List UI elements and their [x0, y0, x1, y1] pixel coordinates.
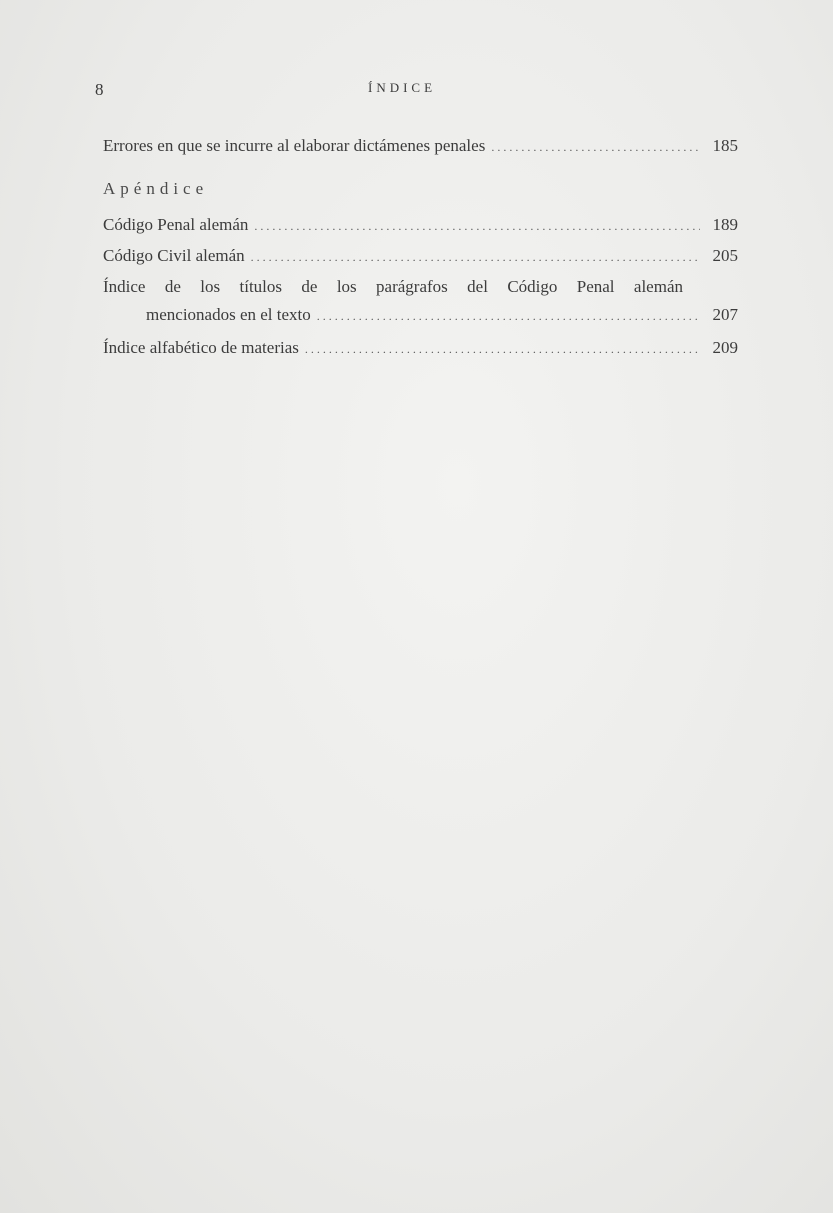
running-head: ÍNDICE [368, 80, 437, 95]
toc-entry-title: Código Penal alemán [103, 215, 249, 234]
toc-entry-title: Errores en que se incurre al elaborar dictámenes penales [103, 136, 486, 155]
leader-dots [491, 135, 700, 159]
toc-entry-title-line1: Índice de los títulos de los parágrafos del Código Penal alemán [103, 277, 683, 296]
toc-entry-title: Índice alfabético de materias [103, 338, 299, 357]
toc-entry-multiline [103, 275, 738, 328]
toc-entry-page: 189 [712, 215, 738, 234]
toc-entry-page: 185 [712, 136, 738, 155]
leader-dots [305, 337, 700, 361]
toc-entry-continuation [103, 303, 738, 328]
page-number: 8 [95, 80, 104, 99]
section-heading: Apéndice [103, 179, 209, 198]
toc-entry [103, 244, 738, 269]
table-of-contents [103, 134, 738, 361]
toc-entry-page: 209 [712, 338, 738, 357]
toc-entry [103, 134, 738, 159]
toc-entry-page: 207 [712, 305, 738, 324]
toc-entry-title-line2: mencionados en el texto [146, 305, 311, 324]
toc-entry [103, 336, 738, 361]
toc-entry-title: Código Civil alemán [103, 246, 245, 265]
toc-entry-page: 205 [712, 246, 738, 265]
leader-dots [251, 245, 700, 269]
leader-dots [317, 304, 700, 328]
leader-dots [254, 214, 700, 238]
toc-entry [103, 213, 738, 238]
